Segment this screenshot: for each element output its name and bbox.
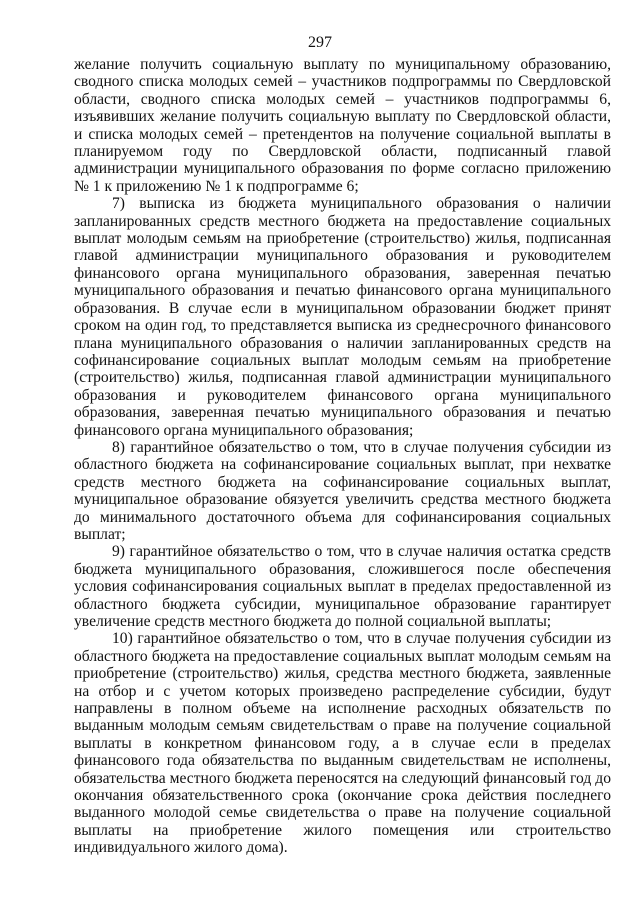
- paragraph-item-9: 9) гарантийное обязательство о том, что в случае наличия остатка средств бюджета муниципального образования, сложившегося после обеспечения условия софинансирования социальных выплат в пределах предоставленной из областного бюджета субсидии, муниципальное образование гарантирует увеличение средств местного бюджета до полной социальной выплаты;: [74, 543, 611, 630]
- page-number: 297: [308, 34, 332, 51]
- paragraph-item-8: 8) гарантийное обязательство о том, что в случае получения субсидии из областного бюджета на софинансирование социальных выплат, при нехватке средств местного бюджета на софинансирование социальных выплат, муниципальное образование обязуется увеличить средства местного бюджета до минимального достаточного объема для софинансирования социальных выплат;: [74, 438, 611, 543]
- paragraph-continuation: желание получить социальную выплату по муниципальному образованию, сводного списка молодых семей – участников подпрограммы по Свердловской области, сводного списка молодых семей – участников подпрограммы 6, изъявивших желание получить социальную выплату по Свердловской области, и списка молодых семей – претендентов на получение социальной выплаты в планируемом году по Свердловской области, подписанный главой администрации муниципального образования по форме согласно приложению № 1 к приложению № 1 к подпрограмме 6;: [74, 56, 611, 195]
- paragraph-item-10: 10) гарантийное обязательство о том, что в случае получения субсидии из областного бюджета на предоставление социальных выплат молодым семьям на приобретение (строительство) жилья, средства местного бюджета, заявленные на отбор и с учетом которых произведено распределение субсидии, будут направлены в полном объеме на исполнение расходных обязательств по выданным молодым семьям свидетельствам о праве на получение социальной выплаты в конкретном финансовом году, а в случае если в пределах финансового года обязательства по выданным свидетельствам не исполнены, обязательства местного бюджета переносятся на следующий финансовый год до окончания обязательственного срока (окончание срока действия последнего выданного молодой семье свидетельства о праве на получение социальной выплаты на приобретение жилого помещения или строительство индивидуального жилого дома).: [74, 630, 611, 857]
- document-body: [74, 56, 611, 857]
- paragraph-item-7: 7) выписка из бюджета муниципального образования о наличии запланированных средств местного бюджета на предоставление социальных выплат молодым семьям на приобретение (строительство) жилья, подписанная главой администрации муниципального образования и руководителем финансового органа муниципального образования, заверенная печатью муниципального образования и печатью финансового органа муниципального образования. В случае если в муниципальном образовании бюджет принят сроком на один год, то представляется выписка из среднесрочного финансового плана муниципального образования о наличии запланированных средств на софинансирование социальных выплат молодым семьям на приобретение (строительство) жилья, подписанная главой администрации муниципального образования и руководителем финансового органа муниципального образования, заверенная печатью муниципального образования и печатью финансового органа муниципального образования;: [74, 195, 611, 439]
